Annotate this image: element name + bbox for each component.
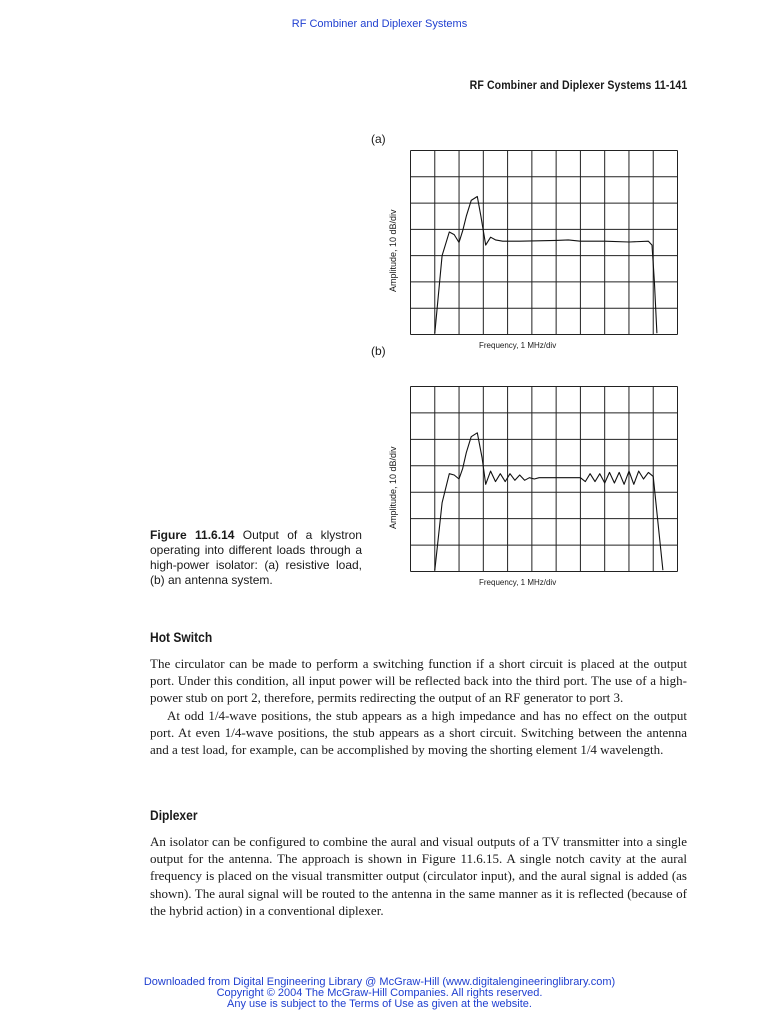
running-head: RF Combiner and Diplexer Systems 11-141 — [469, 78, 687, 92]
panel-a-label: (a) — [371, 132, 386, 146]
panel-a-ylabel: Amplitude, 10 dB/div — [388, 209, 398, 292]
section-body-diplexer — [150, 833, 687, 919]
panel-b-label: (b) — [371, 344, 386, 358]
panel-b-xlabel: Frequency, 1 MHz/div — [479, 578, 557, 587]
panel-a-xlabel: Frequency, 1 MHz/div — [479, 341, 557, 350]
footer-terms-link[interactable]: Any use is subject to the Terms of Use as given at the website. — [227, 998, 532, 1010]
figure-caption-text: Output of a klystron operating into different loads through a high-power isolator: (a) resistive load, (b) an antenna system. — [150, 528, 362, 587]
panel-b-ylabel: Amplitude, 10 dB/div — [388, 446, 398, 529]
footer-copyright: Copyright © 2004 The McGraw-Hill Companies. All rights reserved. — [216, 987, 543, 999]
footer — [0, 977, 759, 1010]
footer-download-link[interactable]: Downloaded from Digital Engineering Library @ McGraw-Hill (www.digitalengineeringlibrary.com) — [143, 976, 616, 988]
figure-number: Figure 11.6.14 — [150, 528, 235, 542]
section-body-hot-switch — [150, 655, 687, 758]
chart-a — [410, 150, 678, 335]
series-line-resistive-load — [435, 197, 657, 334]
section-heading-hot-switch: Hot Switch — [150, 629, 213, 645]
figure-caption — [150, 528, 362, 588]
paragraph: The circulator can be made to perform a switching function if a short circuit is placed at the output port. Under this condition, all input power will be reflected back into the third port. The use of a high-power stub on port 2, therefore, permits redirecting the output of an RF generator to port 3. — [150, 656, 687, 706]
section-heading-diplexer: Diplexer — [150, 807, 198, 823]
paragraph: At odd 1/4-wave positions, the stub appears as a high impedance and has no effect on the output port. At even 1/4-wave positions, the stub appears as a short circuit. Switching between the antenna and a test load, for example, can be accomplished by moving the shorting element 1/4 wavelength. — [150, 707, 687, 758]
top-title-link[interactable]: RF Combiner and Diplexer Systems — [291, 18, 468, 30]
paragraph: An isolator can be configured to combine the aural and visual outputs of a TV transmitter into a single output for the antenna. The approach is shown in Figure 11.6.15. A single notch cavity at the aural frequency is placed on the visual transmitter output (circulator input), and the aural signal is added (as shown). The aural signal will be routed to the antenna in the same manner as it is reflected (because of the hybrid action) in a conventional diplexer. — [150, 834, 687, 918]
chart-b — [410, 386, 678, 572]
